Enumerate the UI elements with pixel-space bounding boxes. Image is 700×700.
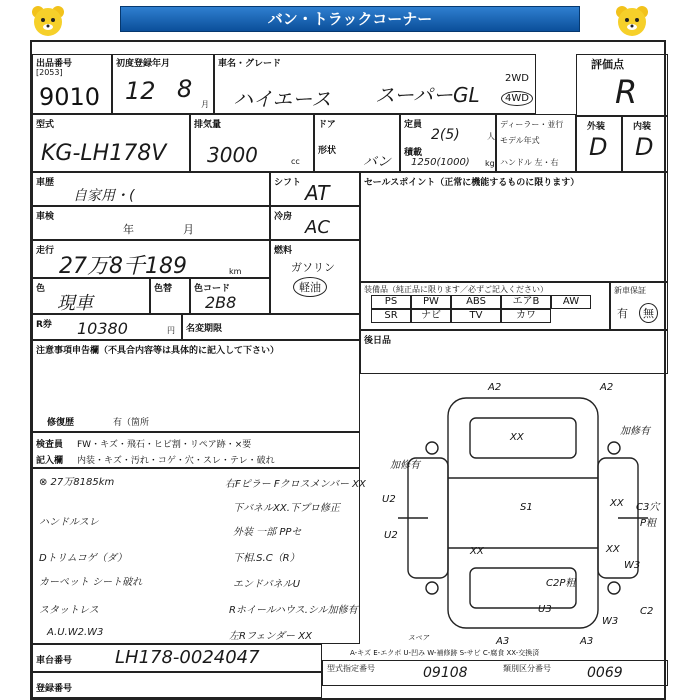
lot-label: 出品番号 <box>36 59 73 69</box>
entry-label: 記入欄 <box>36 456 64 466</box>
capacity-label: 定員 <box>404 120 423 130</box>
model-year-label: モデル年式 <box>500 136 540 145</box>
mark-a2-right: A2 <box>600 382 614 393</box>
yen-unit: 円 <box>167 326 175 335</box>
shift-label: シフト <box>274 178 302 188</box>
legend-text: A-キズ E-エクボ U-凹み W-補修跡 S-サビ C-腐食 XX-交換済 <box>350 649 540 657</box>
car-damage-diagram <box>378 378 668 648</box>
rear-label: 後日品 <box>364 336 392 346</box>
equip-ps: PS <box>371 295 411 309</box>
dealer-cell <box>496 114 576 172</box>
remark-damage-codes: A.U.W2.W3 <box>47 627 104 638</box>
first-reg-cell <box>112 54 214 114</box>
equip-leather: カワ <box>501 309 551 323</box>
color-code-label: 色コード <box>194 284 231 294</box>
drive-2wd: 2WD <box>505 73 529 84</box>
remark-wheelhouse: Rホイールハウス.シル加修有 <box>229 605 358 616</box>
auction-sheet <box>30 40 666 700</box>
model-cell <box>32 114 190 172</box>
mark-s1: S1 <box>520 502 533 513</box>
dealer-label: ディーラー・並行 <box>500 120 564 129</box>
color-code-value: 2B8 <box>205 293 237 312</box>
color-swap-cell <box>150 278 190 314</box>
door-label: ドア <box>318 120 336 130</box>
recycle-cell <box>32 314 182 340</box>
class-label: 類別区分番号 <box>503 664 551 673</box>
mark-u3: U3 <box>538 604 552 615</box>
mark-repaired-left: 加修有 <box>390 460 420 471</box>
mark-repaired-right: 加修有 <box>620 426 650 437</box>
checks-cell <box>32 432 360 468</box>
registration-cell <box>32 672 322 698</box>
km-unit: km <box>229 267 242 276</box>
interior-label: 内装 <box>633 122 652 132</box>
displacement-cell <box>190 114 314 172</box>
door-shape-cell <box>314 114 400 172</box>
model-value: KG-LH178V <box>41 141 167 166</box>
car-name: ハイエース <box>233 87 332 111</box>
car-history-label: 車歴 <box>36 178 55 188</box>
chassis-label: 車台番号 <box>36 656 73 666</box>
mark-c2p: C2P粗 <box>546 578 576 589</box>
new-warranty-no: 無 <box>639 303 658 323</box>
repair-label: 修復歴 <box>47 418 75 428</box>
model-label: 型式 <box>36 120 55 130</box>
mark-u2-lower: U2 <box>384 530 398 541</box>
kg-unit: kg <box>485 159 495 168</box>
mark-w3-rear: W3 <box>602 616 619 627</box>
equip-sr: SR <box>371 309 411 323</box>
capacity-cell <box>400 114 496 172</box>
inspection-year: 年 <box>123 223 134 236</box>
lot-number: 9010 <box>39 83 101 111</box>
car-name-cell <box>214 54 536 114</box>
load-label: 積載 <box>404 148 423 158</box>
remark-trim: Dトリムコゲ（ダ） <box>39 553 128 564</box>
notes-cell <box>32 340 360 432</box>
selling-points-label: セールスポイント（正常に機能するものに限ります） <box>364 178 580 188</box>
cc-unit: cc <box>291 157 300 166</box>
mark-a3-left: A3 <box>496 636 510 647</box>
first-reg-month: 8 <box>177 75 193 103</box>
mark-xx-right: XX <box>610 498 624 509</box>
repair-value: 有（箇所 <box>113 418 150 428</box>
load-value: 1250(1000) <box>411 157 470 168</box>
mark-c2: C2 <box>640 606 654 617</box>
lot-sub: [2053] <box>36 68 63 77</box>
exterior-grade: D <box>589 133 608 161</box>
remarks-cell <box>32 468 366 644</box>
displacement-label: 排気量 <box>194 120 222 130</box>
color-swap-label: 色替 <box>154 284 173 294</box>
check-row1: FW・キズ・飛石・ヒビ割・リペア跡・×要 <box>77 440 252 450</box>
mark-spare: スペア <box>408 634 429 642</box>
chassis-cell <box>32 644 322 672</box>
remark-exterior: 外装 一部 PPセ <box>233 527 302 538</box>
color-cell <box>32 278 150 314</box>
mark-a3-right: A3 <box>580 636 594 647</box>
class-value: 0069 <box>587 665 623 681</box>
new-warranty-cell <box>610 282 668 330</box>
name-change-label: 名変期限 <box>186 324 223 334</box>
mark-c3-hole: C3穴 <box>636 502 660 513</box>
equipment-cell <box>360 282 610 330</box>
new-warranty-label: 新車保証 <box>614 286 646 295</box>
recycle-label: R券 <box>36 320 52 330</box>
fuel-label: 燃料 <box>274 246 293 256</box>
mileage-value: 27万8千189 <box>59 254 187 279</box>
chassis-value: LH178-0024047 <box>115 647 260 668</box>
equip-aw: AW <box>551 295 591 309</box>
eval-label: 評価点 <box>591 58 624 71</box>
inspection-cell <box>32 206 270 240</box>
handle-label: ハンドル 左・右 <box>500 158 559 167</box>
car-name-label: 車名・グレード <box>218 59 282 69</box>
mileage-label: 走行 <box>36 246 55 256</box>
remark-pillar: 右Fピラー Fクロスメンバー XX <box>225 479 366 490</box>
color-value: 現車 <box>57 293 93 314</box>
color-code-cell <box>190 278 270 314</box>
mark-xx-left: XX <box>470 546 484 557</box>
mark-p-rough: P粗 <box>640 518 657 529</box>
equip-abs: ABS <box>451 295 501 309</box>
inspection-month: 月 <box>183 223 194 236</box>
recycle-value: 10380 <box>77 319 128 338</box>
rear-cell <box>360 330 668 374</box>
shape-value: バン <box>363 154 391 170</box>
remark-studless: スタットレス <box>39 605 99 616</box>
type-value: 09108 <box>423 665 468 681</box>
remark-lower-frame: 下相.S.C（R） <box>233 553 300 564</box>
exterior-cell <box>576 116 622 172</box>
selling-points-cell <box>360 172 668 282</box>
exterior-label: 外装 <box>587 122 606 132</box>
notes-label: 注意事項申告欄（不具合内容等は具体的に記入して下さい） <box>36 346 280 356</box>
fuel-gas: ガソリン <box>291 261 335 274</box>
car-history-cell <box>32 172 270 206</box>
check-row2: 内装・キズ・汚れ・コゲ・穴・スレ・テレ・破れ <box>77 456 275 466</box>
mark-a2-left: A2 <box>488 382 502 393</box>
color-label: 色 <box>36 284 46 294</box>
remark-carpet: カーペット シート破れ <box>39 577 143 588</box>
equipment-label: 装備品（純正品に限ります／必ずご記入ください） <box>364 285 548 294</box>
eval-score: R <box>615 73 638 111</box>
first-reg-label: 初度登録年月 <box>116 59 171 69</box>
eval-cell <box>576 54 668 116</box>
bear-mascot-icon <box>28 4 68 38</box>
car-history-value: 自家用・( <box>73 188 135 204</box>
inspector-label: 検査員 <box>36 440 64 450</box>
first-reg-year: 12 <box>125 77 156 105</box>
equip-tv: TV <box>451 309 501 323</box>
fuel-cell <box>270 240 360 314</box>
aircon-label: 冷房 <box>274 212 293 222</box>
interior-grade: D <box>635 133 654 161</box>
remark-steering: ハンドルスレ <box>39 517 99 528</box>
drive-4wd: 4WD <box>501 91 533 106</box>
mileage-cell <box>32 240 270 278</box>
mark-xx-bonnet: XX <box>510 432 524 443</box>
banner-title: バン・トラックコーナー <box>120 6 580 32</box>
car-grade: スーパーGL <box>375 83 480 107</box>
fuel-value: 軽油 <box>293 277 327 297</box>
shape-label: 形状 <box>318 146 337 156</box>
name-change-cell <box>182 314 360 340</box>
aircon-value: AC <box>305 217 330 238</box>
month-unit: 月 <box>201 100 209 109</box>
remark-lower-panel: 下バネルXX.下プロ修正 <box>233 503 340 514</box>
remark-fender: 左Rフェンダー XX <box>229 631 312 642</box>
remark-mileage: ⊗ 27万8185km <box>39 477 115 488</box>
new-warranty-yes: 有 <box>617 307 628 320</box>
shift-cell <box>270 172 360 206</box>
lot-cell <box>32 54 112 114</box>
equip-airbag: エアB <box>501 295 551 309</box>
displacement-value: 3000 <box>207 143 258 167</box>
type-class-cell <box>322 660 668 686</box>
mark-xx-rear-right: XX <box>606 544 620 555</box>
aircon-cell <box>270 206 360 240</box>
reg-label: 登録番号 <box>36 684 73 694</box>
bear-mascot-icon <box>612 4 652 38</box>
banner <box>0 0 700 40</box>
capacity-value: 2(5) <box>431 127 460 143</box>
inspection-label: 車検 <box>36 212 55 222</box>
equip-pw: PW <box>411 295 451 309</box>
type-label: 型式指定番号 <box>327 664 375 673</box>
interior-cell <box>622 116 668 172</box>
shift-value: AT <box>305 181 330 205</box>
remark-end-panel: エンドバネルU <box>233 579 301 590</box>
mark-w3-right: W3 <box>624 560 641 571</box>
mark-u2-left: U2 <box>382 494 396 505</box>
capacity-unit: 人 <box>487 132 495 141</box>
equip-navi: ナビ <box>411 309 451 323</box>
